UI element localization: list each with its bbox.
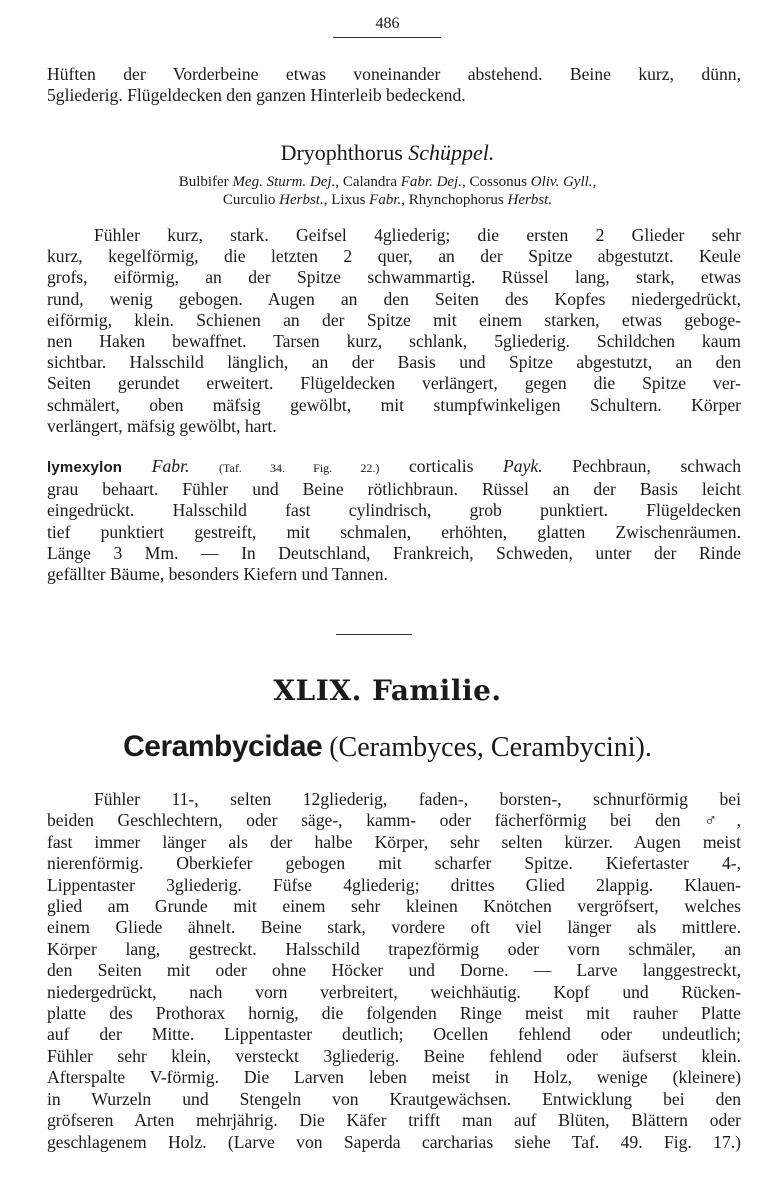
text-line: gröfseren Arten mehrjährig. Die Käfer trifft man auf Blüten, Blättern oder (47, 1110, 741, 1131)
synonym-author: Herbst. (279, 192, 324, 208)
text-line: eingedrückt. Halsschild fast cylindrisch, grob punktiert. Flügeldecken (47, 500, 741, 521)
species-synonym-author: Payk. (503, 456, 543, 476)
text-line: sichtbar. Halsschild länglich, an der Basis und Spitze abgestutzt, an den (47, 352, 741, 373)
text-line: auf der Mitte. Lippentaster deutlich; Ocellen fehlend oder undeutlich; (47, 1024, 741, 1045)
genus-author: Schüppel. (408, 140, 495, 165)
synonym-author: Oliv. Gyll. (530, 174, 593, 190)
species-first-line (47, 456, 741, 479)
continuation-paragraph (47, 64, 741, 106)
text-line: Lippentaster 3gliederig. Füfse 4gliederig; drittes Glied 2lappig. Klauen- (47, 874, 741, 895)
text-line: eiförmig, klein. Schienen an der Spitze mit einem starken, etwas geboge- (47, 309, 741, 330)
synonym-text: , Cossonus (461, 174, 531, 190)
family-title (0, 727, 775, 768)
synonym-text: , Rhynchophorus (401, 192, 508, 208)
genus-heading (0, 139, 775, 167)
text-line: grofs, eiförmig, an der Spitze schwammartig. Rüssel lang, stark, etwas (47, 267, 741, 288)
text-line: platte des Prothorax hornig, die folgenden Ringe meist mit rauher Platte (47, 1003, 741, 1024)
text-line: rund, wenig gebogen. Augen an den Seiten des Kopfes niedergedrückt, (47, 288, 741, 309)
text-line: Länge 3 Mm. — In Deutschland, Frankreich, Schweden, unter der Rinde (47, 542, 741, 563)
species-synonym: corticalis (408, 456, 474, 476)
text-line: Fühler 11-, selten 12gliederig, faden-, borsten-, schnurförmig bei (94, 789, 741, 809)
text-line: schmälert, oben mäfsig gewölbt, mit stumpfwinkeligen Schultern. Körper (47, 394, 741, 415)
text-line: den Seiten mit oder ohne Höcker und Dorne. — Larve langgestreckt, (47, 960, 741, 981)
synonym-text: , Lixus (323, 192, 370, 208)
text-line: verlängert, mäfsig gewölbt, hart. (47, 415, 277, 436)
genus-synonyms (0, 173, 775, 209)
species-description-start: Pechbraun, schwach (572, 456, 742, 476)
page-number: 486 (375, 15, 400, 32)
plate-reference: (Taf. 34. Fig. 22.) (219, 461, 380, 475)
text-line: Fühler sehr klein, versteckt 3gliederig. Beine fehlend oder äufserst klein. (47, 1045, 741, 1066)
text-line: nierenförmig. Oberkiefer gebogen mit scharfer Spitze. Kiefertaster 4-, (47, 853, 741, 874)
species-entry (47, 456, 741, 585)
text-line: geschlagenem Holz. (Larve von Saperda carcharias siehe Taf. 49. Fig. 17.) (47, 1131, 741, 1152)
family-name: Cerambycidae (123, 730, 323, 763)
synonym-text: , (592, 174, 597, 190)
text-line: nen Haken bewaffnet. Tarsen kurz, schlank, 5gliederig. Schildchen kaum (47, 331, 741, 352)
text-line: gefällter Bäume, besonders Kiefern und Tannen. (47, 564, 388, 585)
text-line: in Wurzeln und Stengeln von Krautgewächsen. Entwicklung bei den (47, 1088, 741, 1109)
synonym-author: Fabr. Dej. (400, 174, 462, 190)
species-author: Fabr. (151, 456, 190, 476)
synonym-author: Meg. Sturm. Dej. (232, 174, 336, 190)
text-line: grau behaart. Fühler und Beine rötlichbraun. Rüssel an der Basis leicht (47, 479, 741, 500)
text-line: einem Gliede ähnelt. Beine stark, vordere oft viel länger als mittlere. (47, 917, 741, 938)
text-line: Körper lang, gestreckt. Halsschild trapezförmig oder vorn schmäler, an (47, 938, 741, 959)
text-line: kurz, kegelförmig, die letzten 2 quer, an der Spitze abgestutzt. Keule (47, 246, 741, 267)
synonym-line (0, 191, 775, 209)
synonym-text: , Calandra (335, 174, 401, 190)
text-line: tief punktiert gestreift, mit schmalen, erhöhten, glatten Zwischenräumen. (47, 521, 741, 542)
genus-description (47, 225, 741, 437)
text-line: glied am Grunde mit einem sehr kleinen Knötchen vergröfsert, welches (47, 896, 741, 917)
synonym-author: Herbst. (507, 192, 553, 208)
genus-name: Dryophthorus (280, 140, 403, 165)
synonym-line (0, 173, 775, 191)
text-line: Seiten gerundet erweitert. Flügeldecken verlängert, gegen die Spitze ver- (47, 373, 741, 394)
text-line: beiden Geschlechtern, oder säge-, kamm- oder fächerförmig bei den ♂, (47, 810, 741, 831)
species-name: lymexylon (47, 459, 123, 476)
family-number-heading: XLIX. Familie. (273, 674, 502, 707)
header-rule (333, 37, 441, 38)
text-line: fast immer länger als der halbe Körper, sehr selten kürzer. Augen meist (47, 831, 741, 852)
text-line: 5gliederig. Flügeldecken den ganzen Hinterleib bedeckend. (47, 85, 466, 106)
text-line: Fühler kurz, stark. Geifsel 4gliederig; die ersten 2 Glieder sehr (94, 225, 741, 245)
synonym-text: Curculio (222, 192, 280, 208)
text-line: niedergedrückt, nach vorn verbreitert, weichhäutig. Kopf und Rücken- (47, 981, 741, 1002)
synonym-text: Bulbifer (178, 174, 233, 190)
text-line: Hüften der Vorderbeine etwas voneinander abstehend. Beine kurz, dünn, (47, 64, 741, 84)
family-synonyms: (Cerambyces, Cerambycini). (329, 732, 652, 763)
family-description (47, 789, 741, 1153)
section-divider (336, 634, 412, 635)
synonym-author: Fabr. (369, 192, 402, 208)
text-line: Afterspalte V-förmig. Die Larven leben meist in Holz, wenige (kleinere) (47, 1067, 741, 1088)
